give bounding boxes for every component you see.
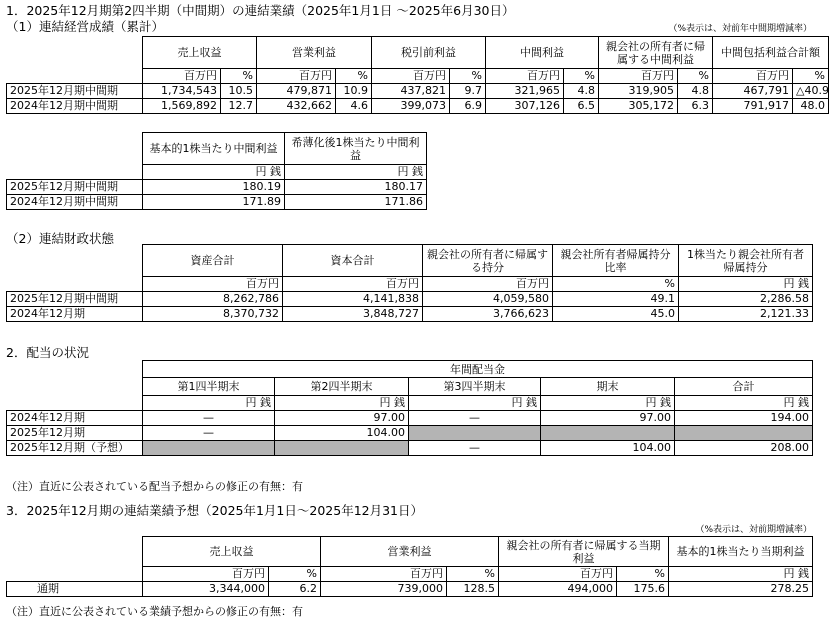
cell: 4,141,838	[283, 292, 423, 307]
operating-results-table	[6, 36, 829, 114]
row-label: 通期	[7, 582, 143, 597]
cell: 104.00	[541, 441, 675, 456]
table-row	[7, 441, 813, 456]
subsection-operating-results: （1）連結経営成績（累計）	[6, 19, 164, 34]
table-row	[7, 99, 829, 114]
row-label: 2025年12月期中間期	[7, 180, 143, 195]
pct-label: %	[447, 567, 499, 582]
unit-label: 円 銭	[669, 567, 813, 582]
cell: 791,917	[713, 99, 793, 114]
shaded-cell	[675, 426, 813, 441]
unit-label: 円 銭	[275, 396, 409, 411]
dividend-table	[6, 360, 813, 456]
table-row	[7, 195, 427, 210]
header-interim-profit: 中間利益	[486, 37, 599, 69]
cell: 97.00	[275, 411, 409, 426]
table-row	[7, 84, 829, 99]
unit-label: 円 銭	[679, 277, 813, 292]
unit-label: 百万円	[143, 567, 269, 582]
unit-label: 百万円	[499, 567, 617, 582]
cell: —	[409, 411, 541, 426]
cell: 180.17	[285, 180, 427, 195]
header-basic-eps: 基本的1株当たり当期利益	[669, 537, 813, 567]
header-revenue: 売上収益	[143, 537, 321, 567]
cell: 8,370,732	[143, 307, 283, 322]
cell: 12.7	[221, 99, 257, 114]
cell: 307,126	[486, 99, 564, 114]
cell: 3,344,000	[143, 582, 269, 597]
pct-label: %	[336, 69, 372, 84]
header-q1-end: 第1四半期末	[143, 378, 275, 396]
financial-position-table	[6, 244, 813, 322]
cell: 4,059,580	[423, 292, 553, 307]
cell: 399,073	[372, 99, 450, 114]
unit-label: 円 銭	[675, 396, 813, 411]
cell: 194.00	[675, 411, 813, 426]
cell: 2,121.33	[679, 307, 813, 322]
cell: 6.2	[269, 582, 321, 597]
cell: 4.6	[336, 99, 372, 114]
table-row	[7, 307, 813, 322]
cell: 4.8	[564, 84, 599, 99]
header-total-assets: 資産合計	[143, 245, 283, 277]
cell: 3,848,727	[283, 307, 423, 322]
unit-label: 円 銭	[143, 165, 285, 180]
row-label: 2024年12月期中間期	[7, 99, 143, 114]
cell: 171.89	[143, 195, 285, 210]
unit-label: 百万円	[372, 69, 450, 84]
cell: 1,734,543	[143, 84, 221, 99]
unit-label: 百万円	[486, 69, 564, 84]
cell: 437,821	[372, 84, 450, 99]
unit-label: 百万円	[283, 277, 423, 292]
header-owners-profit: 親会社の所有者に帰属する中間利益	[599, 37, 713, 69]
unit-label: 百万円	[599, 69, 678, 84]
section1-title: 1．2025年12月期第2四半期（中間期）の連結業績（2025年1月1日 ～2025年6月30日）	[6, 3, 515, 18]
unit-label: 百万円	[143, 277, 283, 292]
unit-label: 百万円	[321, 567, 447, 582]
header-annual-dividend: 年間配当金	[143, 361, 813, 378]
cell: 432,662	[257, 99, 336, 114]
header-diluted-eps: 希薄化後1株当たり中間利益	[285, 133, 427, 165]
cell: 6.3	[678, 99, 713, 114]
cell: 45.0	[553, 307, 679, 322]
cell: 319,905	[599, 84, 678, 99]
cell: 305,172	[599, 99, 678, 114]
change-rate-note: （%表示は、対前年中間期増減率）	[668, 24, 812, 34]
cell: 278.25	[669, 582, 813, 597]
header-year-end: 期末	[541, 378, 675, 396]
cell: 104.00	[275, 426, 409, 441]
cell: 467,791	[713, 84, 793, 99]
shaded-cell	[409, 426, 541, 441]
cell: 2,286.58	[679, 292, 813, 307]
table-row	[7, 180, 427, 195]
cell: —	[143, 426, 275, 441]
pct-label: %	[617, 567, 669, 582]
cell: —	[409, 441, 541, 456]
header-q2-end: 第2四半期末	[275, 378, 409, 396]
header-comprehensive-income: 中間包括利益合計額	[713, 37, 829, 69]
subsection-financial-position: （2）連結財政状態	[6, 231, 114, 246]
unit-label: 円 銭	[541, 396, 675, 411]
cell: 739,000	[321, 582, 447, 597]
cell: 1,569,892	[143, 99, 221, 114]
pct-label: %	[793, 69, 829, 84]
header-equity-ratio: 親会社所有者帰属持分比率	[553, 245, 679, 277]
header-owners-profit: 親会社の所有者に帰属する当期利益	[499, 537, 669, 567]
cell: 9.7	[450, 84, 486, 99]
header-owners-equity: 親会社の所有者に帰属する持分	[423, 245, 553, 277]
earnings-forecast-note: （注）直近に公表されている業績予想からの修正の有無：有	[6, 605, 303, 618]
section3-title: 3．2025年12月期の連結業績予想（2025年1月1日～2025年12月31日）	[6, 503, 424, 518]
unit-label: 百万円	[257, 69, 336, 84]
pct-label: %	[450, 69, 486, 84]
cell: 4.8	[678, 84, 713, 99]
cell: 128.5	[447, 582, 499, 597]
row-label: 2025年12月期	[7, 426, 143, 441]
section2-title: 2．配当の状況	[6, 345, 89, 360]
unit-label: %	[553, 277, 679, 292]
cell: 10.5	[221, 84, 257, 99]
table-row	[7, 292, 813, 307]
table-row	[7, 411, 813, 426]
cell: 3,766,623	[423, 307, 553, 322]
cell: 171.86	[285, 195, 427, 210]
cell: 8,262,786	[143, 292, 283, 307]
cell: 175.6	[617, 582, 669, 597]
unit-label: 円 銭	[409, 396, 541, 411]
shaded-cell	[541, 426, 675, 441]
shaded-cell	[275, 441, 409, 456]
header-basic-eps: 基本的1株当たり中間利益	[143, 133, 285, 165]
pct-label: %	[564, 69, 599, 84]
cell: —	[143, 411, 275, 426]
unit-label: 百万円	[143, 69, 221, 84]
cell: 321,965	[486, 84, 564, 99]
header-pretax-profit: 税引前利益	[372, 37, 486, 69]
eps-table	[6, 132, 427, 210]
row-label: 2025年12月期中間期	[7, 84, 143, 99]
unit-label: 円 銭	[143, 396, 275, 411]
row-label: 2024年12月期	[7, 307, 143, 322]
cell: △40.9	[793, 84, 829, 99]
cell: 6.5	[564, 99, 599, 114]
pct-label: %	[221, 69, 257, 84]
pct-label: %	[269, 567, 321, 582]
cell: 180.19	[143, 180, 285, 195]
row-label: 2025年12月期中間期	[7, 292, 143, 307]
table-row	[7, 582, 813, 597]
shaded-cell	[143, 441, 275, 456]
table-row	[7, 426, 813, 441]
cell: 208.00	[675, 441, 813, 456]
row-label: 2025年12月期（予想）	[7, 441, 143, 456]
row-label: 2024年12月期中間期	[7, 195, 143, 210]
pct-label: %	[678, 69, 713, 84]
cell: 6.9	[450, 99, 486, 114]
unit-label: 百万円	[713, 69, 793, 84]
cell: 48.0	[793, 99, 829, 114]
header-total: 合計	[675, 378, 813, 396]
cell: 97.00	[541, 411, 675, 426]
header-q3-end: 第3四半期末	[409, 378, 541, 396]
change-rate-note: （%表示は、対前期増減率）	[695, 525, 812, 535]
row-label: 2024年12月期	[7, 411, 143, 426]
cell: 49.1	[553, 292, 679, 307]
cell: 479,871	[257, 84, 336, 99]
header-equity-per-share: 1株当たり親会社所有者帰属持分	[679, 245, 813, 277]
header-total-equity: 資本合計	[283, 245, 423, 277]
unit-label: 円 銭	[285, 165, 427, 180]
header-operating-profit: 営業利益	[257, 37, 372, 69]
dividend-forecast-note: （注）直近に公表されている配当予想からの修正の有無：有	[6, 480, 303, 493]
unit-label: 百万円	[423, 277, 553, 292]
header-revenue: 売上収益	[143, 37, 257, 69]
cell: 10.9	[336, 84, 372, 99]
cell: 494,000	[499, 582, 617, 597]
header-operating-profit: 営業利益	[321, 537, 499, 567]
forecast-table	[6, 536, 813, 597]
